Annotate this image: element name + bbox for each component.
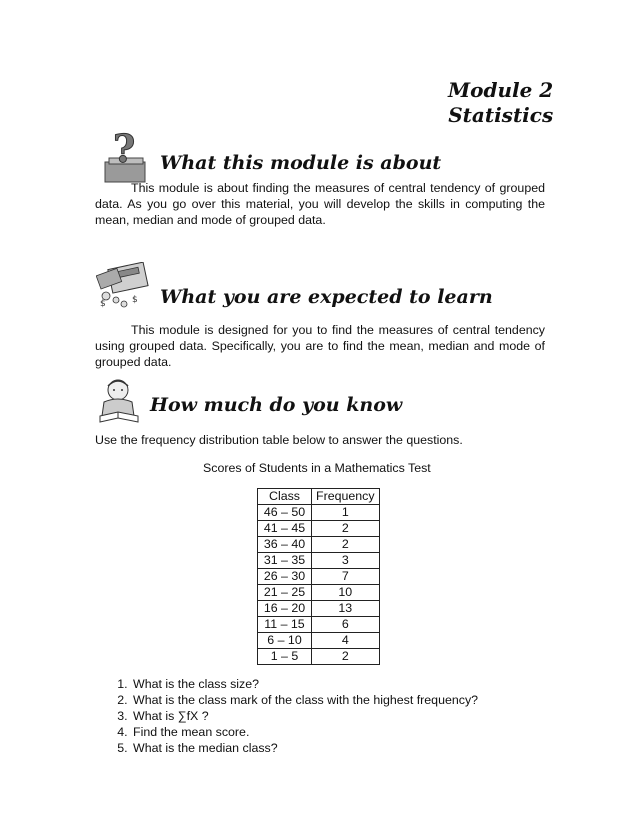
question-item: 5. What is the median class? [131, 740, 581, 756]
frequency-cell: 10 [312, 585, 380, 601]
frequency-cell: 4 [312, 633, 380, 649]
svg-text:$: $ [132, 295, 138, 305]
section-heading-about: What this module is about [160, 152, 442, 174]
section-heading-learn: What you are expected to learn [160, 286, 493, 308]
about-paragraph: This module is about finding the measures of central tendency of grouped data. As you go over this material, you will develop the skills in computing the mean, median and mode of grouped data. [95, 181, 545, 227]
table-row [258, 537, 380, 553]
question-mark-icon [103, 128, 149, 186]
table-row [258, 601, 380, 617]
table-row [258, 633, 380, 649]
module-subject: Statistics [448, 103, 554, 127]
module-title [448, 78, 553, 128]
class-cell: 1 – 5 [258, 649, 312, 665]
section-heading-know: How much do you know [150, 394, 403, 416]
frequency-cell: 3 [312, 553, 380, 569]
learn-paragraph: This module is designed for you to find the measures of central tendency using grouped data. Specifically, you are to find the mean, median and mode of grouped data. [95, 323, 545, 369]
student-reading-icon [96, 376, 142, 424]
frequency-cell: 13 [312, 601, 380, 617]
table-row [258, 617, 380, 633]
frequency-cell: 2 [312, 521, 380, 537]
frequency-cell: 1 [312, 505, 380, 521]
class-cell: 16 – 20 [258, 601, 312, 617]
question-item: 2. What is the class mark of the class with the highest frequency? [131, 692, 581, 708]
question-item: 1. What is the class size? [131, 676, 581, 692]
table-intro: Use the frequency distribution table below to answer the questions. [95, 433, 463, 447]
header-class: Class [258, 489, 312, 505]
class-cell: 31 – 35 [258, 553, 312, 569]
table-row [258, 553, 380, 569]
class-cell: 11 – 15 [258, 617, 312, 633]
header-frequency: Frequency [312, 489, 380, 505]
table-row [258, 585, 380, 601]
frequency-cell: 6 [312, 617, 380, 633]
table-caption: Scores of Students in a Mathematics Test [203, 461, 431, 475]
table-row [258, 521, 380, 537]
frequency-cell: 2 [312, 649, 380, 665]
question-item: 4. Find the mean score. [131, 724, 581, 740]
table-header-row [258, 489, 380, 505]
section-text-learn [95, 322, 545, 370]
table-row [258, 569, 380, 585]
class-cell: 26 – 30 [258, 569, 312, 585]
table-row [258, 505, 380, 521]
class-cell: 21 – 25 [258, 585, 312, 601]
module-number: Module 2 [448, 78, 554, 102]
svg-text:?: ? [113, 128, 136, 171]
calculator-money-icon [96, 262, 154, 308]
section-text-about [95, 180, 545, 228]
frequency-cell: 2 [312, 537, 380, 553]
question-item: 3. What is ∑fX ? [131, 708, 581, 724]
table-row [258, 649, 380, 665]
class-cell: 41 – 45 [258, 521, 312, 537]
frequency-cell: 7 [312, 569, 380, 585]
class-cell: 36 – 40 [258, 537, 312, 553]
frequency-table [257, 488, 380, 665]
class-cell: 6 – 10 [258, 633, 312, 649]
class-cell: 46 – 50 [258, 505, 312, 521]
svg-text:$: $ [100, 299, 106, 308]
question-list [95, 676, 581, 756]
